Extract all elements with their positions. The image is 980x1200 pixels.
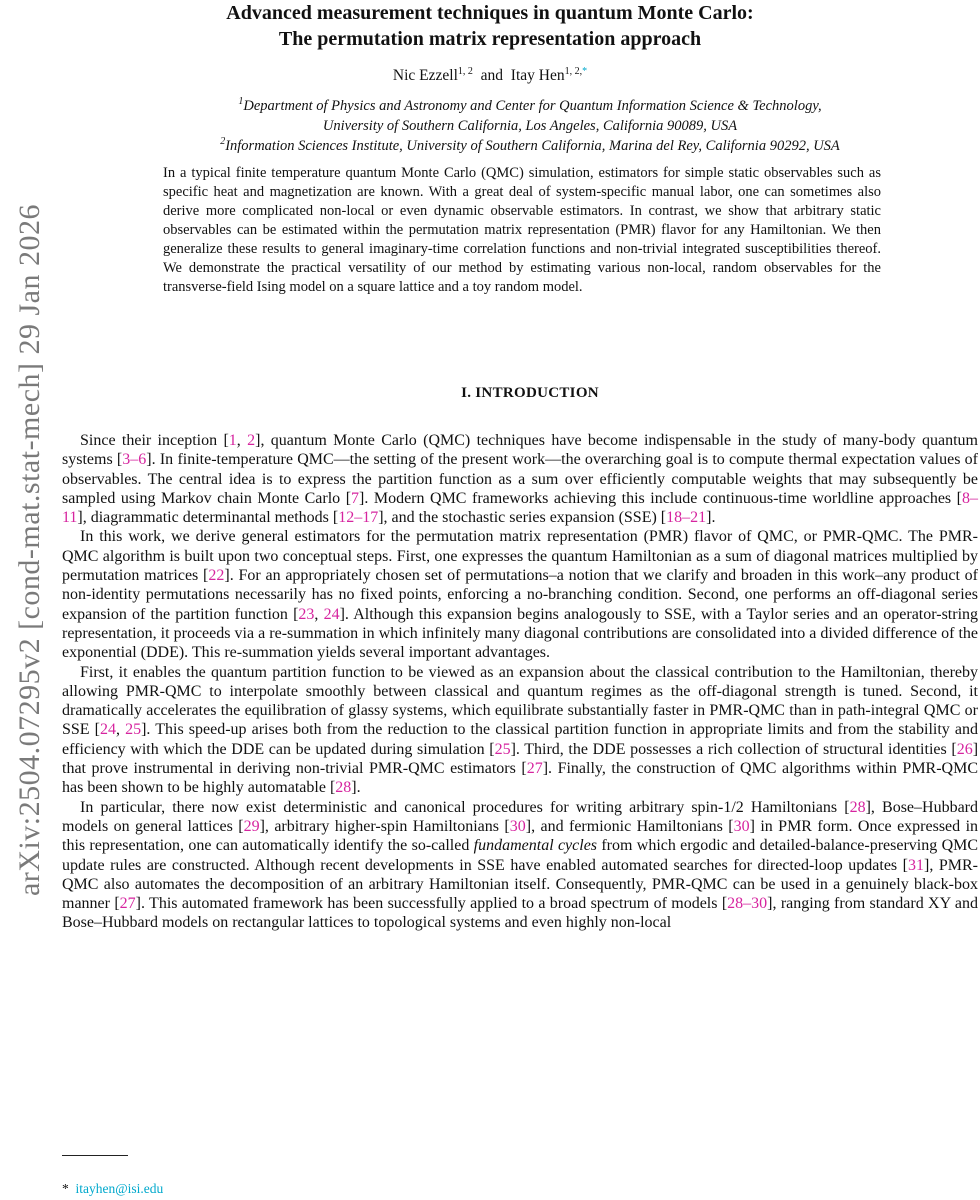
citation-link[interactable]: 28 — [335, 779, 352, 797]
citation-link[interactable]: 22 — [208, 567, 225, 585]
citation-link[interactable]: 2 — [247, 432, 256, 449]
citation-link[interactable]: 23 — [298, 605, 315, 623]
corresponding-author-link[interactable]: * — [582, 66, 588, 77]
citation-link[interactable]: 3–6 — [122, 451, 147, 469]
affiliation-number: 1 — [238, 96, 244, 107]
text-run: ], and fermionic Hamiltonians [ — [525, 817, 734, 835]
citation-link[interactable]: 12–17 — [338, 509, 379, 527]
citation-link[interactable]: 18–21 — [666, 509, 707, 527]
text-run: , — [116, 721, 126, 739]
text-run: ]. For an appropriately chosen set of permutations–a notion that we clarify and broaden in this work–any product of non-identity permutations necessarily has no fixed points, enforcing a no-branching condition. Second, one performs an off-diagonal series expansion of the partition function [ — [62, 567, 978, 623]
paper-title — [0, 0, 980, 52]
text-run: ]. Although this expansion begins analogously to SSE, with a Taylor series and an operator-string representation, it proceeds via a re-summation in which infinitely many diagonal contributions are consolidated into a divided difference of the exponential (DDE). This re-summation yields several important advantages. — [62, 605, 979, 662]
affiliation-2 — [0, 132, 980, 156]
text-run: ]. This automated framework has been successfully applied to a broad spectrum of models [ — [135, 895, 728, 913]
affiliation-text: University of Southern California, Los Angeles, California 90089, USA — [322, 117, 738, 134]
title-line-1: Advanced measurement techniques in quantum Monte Carlo: — [226, 2, 754, 24]
emphasized-text: fundamental cycles — [473, 837, 598, 855]
paragraph — [62, 431, 978, 527]
affiliation-number: 2 — [220, 136, 226, 147]
citation-link[interactable]: 25 — [125, 721, 142, 739]
abstract: In a typical finite temperature quantum Monte Carlo (QMC) simulation, estimators for simple static observables such as specific heat and magnetization are known. With a great deal of system-specific manual labor, one can sometimes also derive more complicated non-local or even dynamic observable estimators. In contrast, we show that arbitrary static observables can be estimated within the permutation matrix representation (PMR) flavor for any Hamiltonian. We then generalize these results to general imaginary-time correlation functions and non-trivial integrated susceptibilities thereof. We demonstrate the practical versatility of our method by estimating various non-local, random observables for the transverse-field Ising model on a square lattice and a toy random model. — [163, 165, 881, 295]
text-run: In particular, there now exist deterministic and canonical procedures for writing arbitrary spin-1/2 Hamiltonians [ — [80, 798, 850, 816]
text-run: In this work, we derive general estimators for the permutation matrix representation (PMR) flavor of QMC, or PMR-QMC. The PMR-QMC algorithm is built upon two conceptual steps. First, one expresses the quantum Hamiltonian as a sum of diagonal matrices multiplied by permutation matrices [ — [62, 528, 978, 585]
section-heading-introduction: I. INTRODUCTION — [461, 385, 599, 401]
citation-link[interactable]: 30 — [733, 817, 750, 835]
text-run: ], quantum Monte Carlo (QMC) techniques have become indispensable in the study of many-body quantum systems [ — [62, 432, 978, 469]
affiliation-text: Department of Physics and Astronomy and Center for Quantum Information Science & Technology, — [243, 97, 822, 114]
text-run: ]. — [351, 779, 361, 797]
author-conjunction: and — [480, 67, 504, 85]
text-run: from which ergodic and detailed-balance-preserving QMC update rules are constructed. Although recent developments in SSE have enabled automated searches for directed-loop updates [ — [62, 837, 979, 874]
author-list — [0, 66, 980, 85]
text-run: ], diagrammatic determinantal methods [ — [77, 509, 339, 527]
footnote-rule — [62, 1155, 128, 1156]
citation-link[interactable]: 1 — [228, 432, 237, 449]
affiliation-text: Information Sciences Institute, University of Southern California, Marina del Rey, California 90292, USA — [225, 137, 840, 154]
citation-link[interactable]: 24 — [323, 605, 340, 623]
citation-link[interactable]: 28 — [849, 798, 866, 816]
text-run: ], and the stochastic series expansion (SSE) [ — [378, 509, 667, 527]
text-run: , — [314, 605, 324, 623]
affiliation-1 — [0, 92, 980, 136]
citation-link[interactable]: 8–11 — [62, 489, 978, 527]
paragraph — [62, 798, 978, 933]
citation-link[interactable]: 27 — [526, 760, 543, 778]
affiliation-marker: 1, 2,* — [564, 66, 588, 77]
introduction-body — [62, 431, 978, 933]
citation-link[interactable]: 31 — [908, 856, 925, 874]
citation-link[interactable]: 26 — [956, 740, 973, 758]
email-link[interactable]: itayhen@isi.edu — [75, 1181, 164, 1196]
footnote — [62, 1181, 163, 1197]
arxiv-side-stamp — [0, 200, 60, 900]
text-run: ]. Modern QMC frameworks achieving this include continuous-time worldline approaches [ — [359, 489, 962, 507]
author-name: Nic Ezzell — [392, 67, 458, 85]
citation-link[interactable]: 28–30 — [727, 895, 768, 913]
text-run: Since their inception [ — [80, 432, 229, 449]
text-run: ]. Finally, the construction of QMC algorithms within PMR-QMC has been shown to be highly automatable [ — [62, 760, 978, 797]
text-run: ]. Third, the DDE possesses a rich collection of structural identities [ — [510, 740, 957, 758]
title-line-2: The permutation matrix representation approach — [278, 28, 702, 50]
text-run: ] that prove instrumental in deriving non-trivial PMR-QMC estimators [ — [62, 740, 979, 778]
citation-link[interactable]: 29 — [243, 817, 260, 835]
arxiv-stamp-text: arXiv:2504.07295v2 [cond-mat.stat-mech] 29 Jan 2026 — [13, 203, 46, 897]
text-run: ], ranging from standard XY and Bose–Hubbard models on rectangular lattices to topological systems and even highly non-local — [62, 895, 979, 932]
text-run: First, it enables the quantum partition function to be viewed as an expansion about the classical contribution to the Hamiltonian, thereby allowing PMR-QMC to interpolate smoothly between classical and quantum regimes as the off-diagonal strength is tuned. Second, it dramatically accelerates the equilibration of glassy systems, which equilibrate substantially faster in PMR-QMC than in path-integral QMC or SSE [ — [62, 663, 978, 739]
affiliation-marker: 1, 2 — [457, 66, 473, 77]
text-run: ]. This speed-up arises both from the reduction to the classical partition function in appropriate limits and from the stability and efficiency with which the DDE can be updated during simulation [ — [62, 721, 979, 758]
footnote-marker: * — [62, 1181, 69, 1196]
text-run: ]. — [706, 509, 716, 527]
author-name: Itay Hen — [510, 67, 565, 85]
text-run: , — [236, 432, 248, 449]
text-run: ], PMR-QMC also automates the decomposition of an arbitrary Hamiltonian itself. Consequently, PMR-QMC can be used in a genuinely black-box manner [ — [62, 856, 979, 913]
text-run: ]. In finite-temperature QMC—the setting of the present work—the overarching goal is to compute thermal expectation values of observables. The central idea is to express the partition function as a sum over efficiently computable weights that may subsequently be sampled using Markov chain Monte Carlo [ — [62, 451, 979, 507]
citation-link[interactable]: 30 — [509, 817, 526, 835]
paragraph — [62, 527, 978, 662]
citation-link[interactable]: 7 — [351, 489, 360, 507]
paragraph — [62, 663, 978, 798]
citation-link[interactable]: 25 — [494, 740, 511, 758]
text-run: ] in PMR form. Once expressed in this representation, one can automatically identify the so-called — [62, 817, 979, 855]
citation-link[interactable]: 27 — [119, 895, 136, 913]
citation-link[interactable]: 24 — [100, 721, 116, 739]
text-run: ], arbitrary higher-spin Hamiltonians [ — [259, 817, 510, 835]
text-run: ], Bose–Hubbard models on general lattices [ — [62, 798, 979, 835]
